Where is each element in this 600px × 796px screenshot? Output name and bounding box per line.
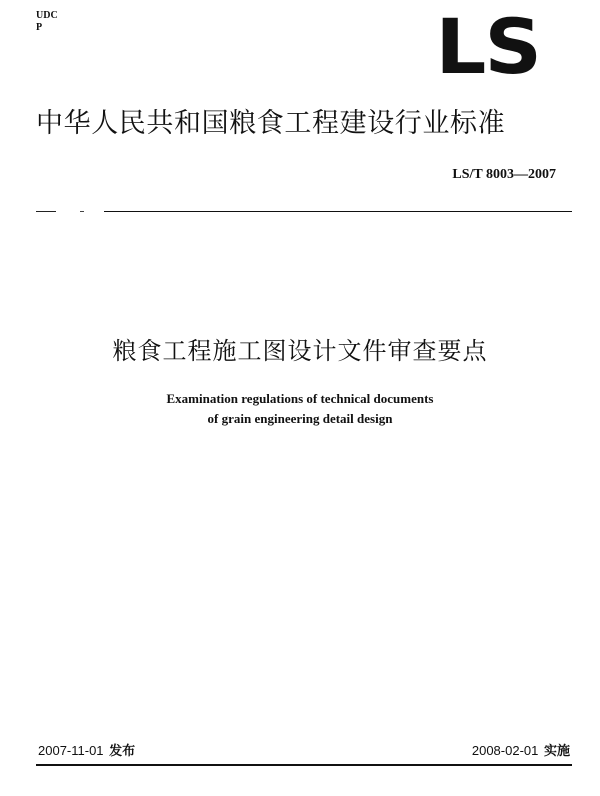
udc-block [36,10,58,34]
divider-stub [36,211,56,212]
english-title [0,389,600,429]
standard-category-title: 中华人民共和国粮食工程建设行业标准 [36,108,506,139]
english-title-line-1: Examination regulations of technical documents [166,391,434,406]
english-title-line-2: of grain engineering detail design [207,411,393,426]
issue-date: 2007-11-01 [38,743,104,758]
standard-number: LS/T 8003—2007 [452,167,556,182]
implement-date-block [472,742,570,761]
document-title: 粮食工程施工图设计文件审查要点 [112,337,488,365]
bottom-divider [36,764,572,766]
divider-line [104,211,572,212]
classification-code: P [36,22,43,33]
ls-logo: LS [435,2,540,91]
divider-dot [80,211,84,212]
implement-label: 实施 [543,744,570,759]
implement-date: 2008-02-01 [471,743,539,758]
udc-label: UDC [36,10,58,21]
issue-label: 发布 [109,744,136,759]
issue-date-block [38,742,135,761]
